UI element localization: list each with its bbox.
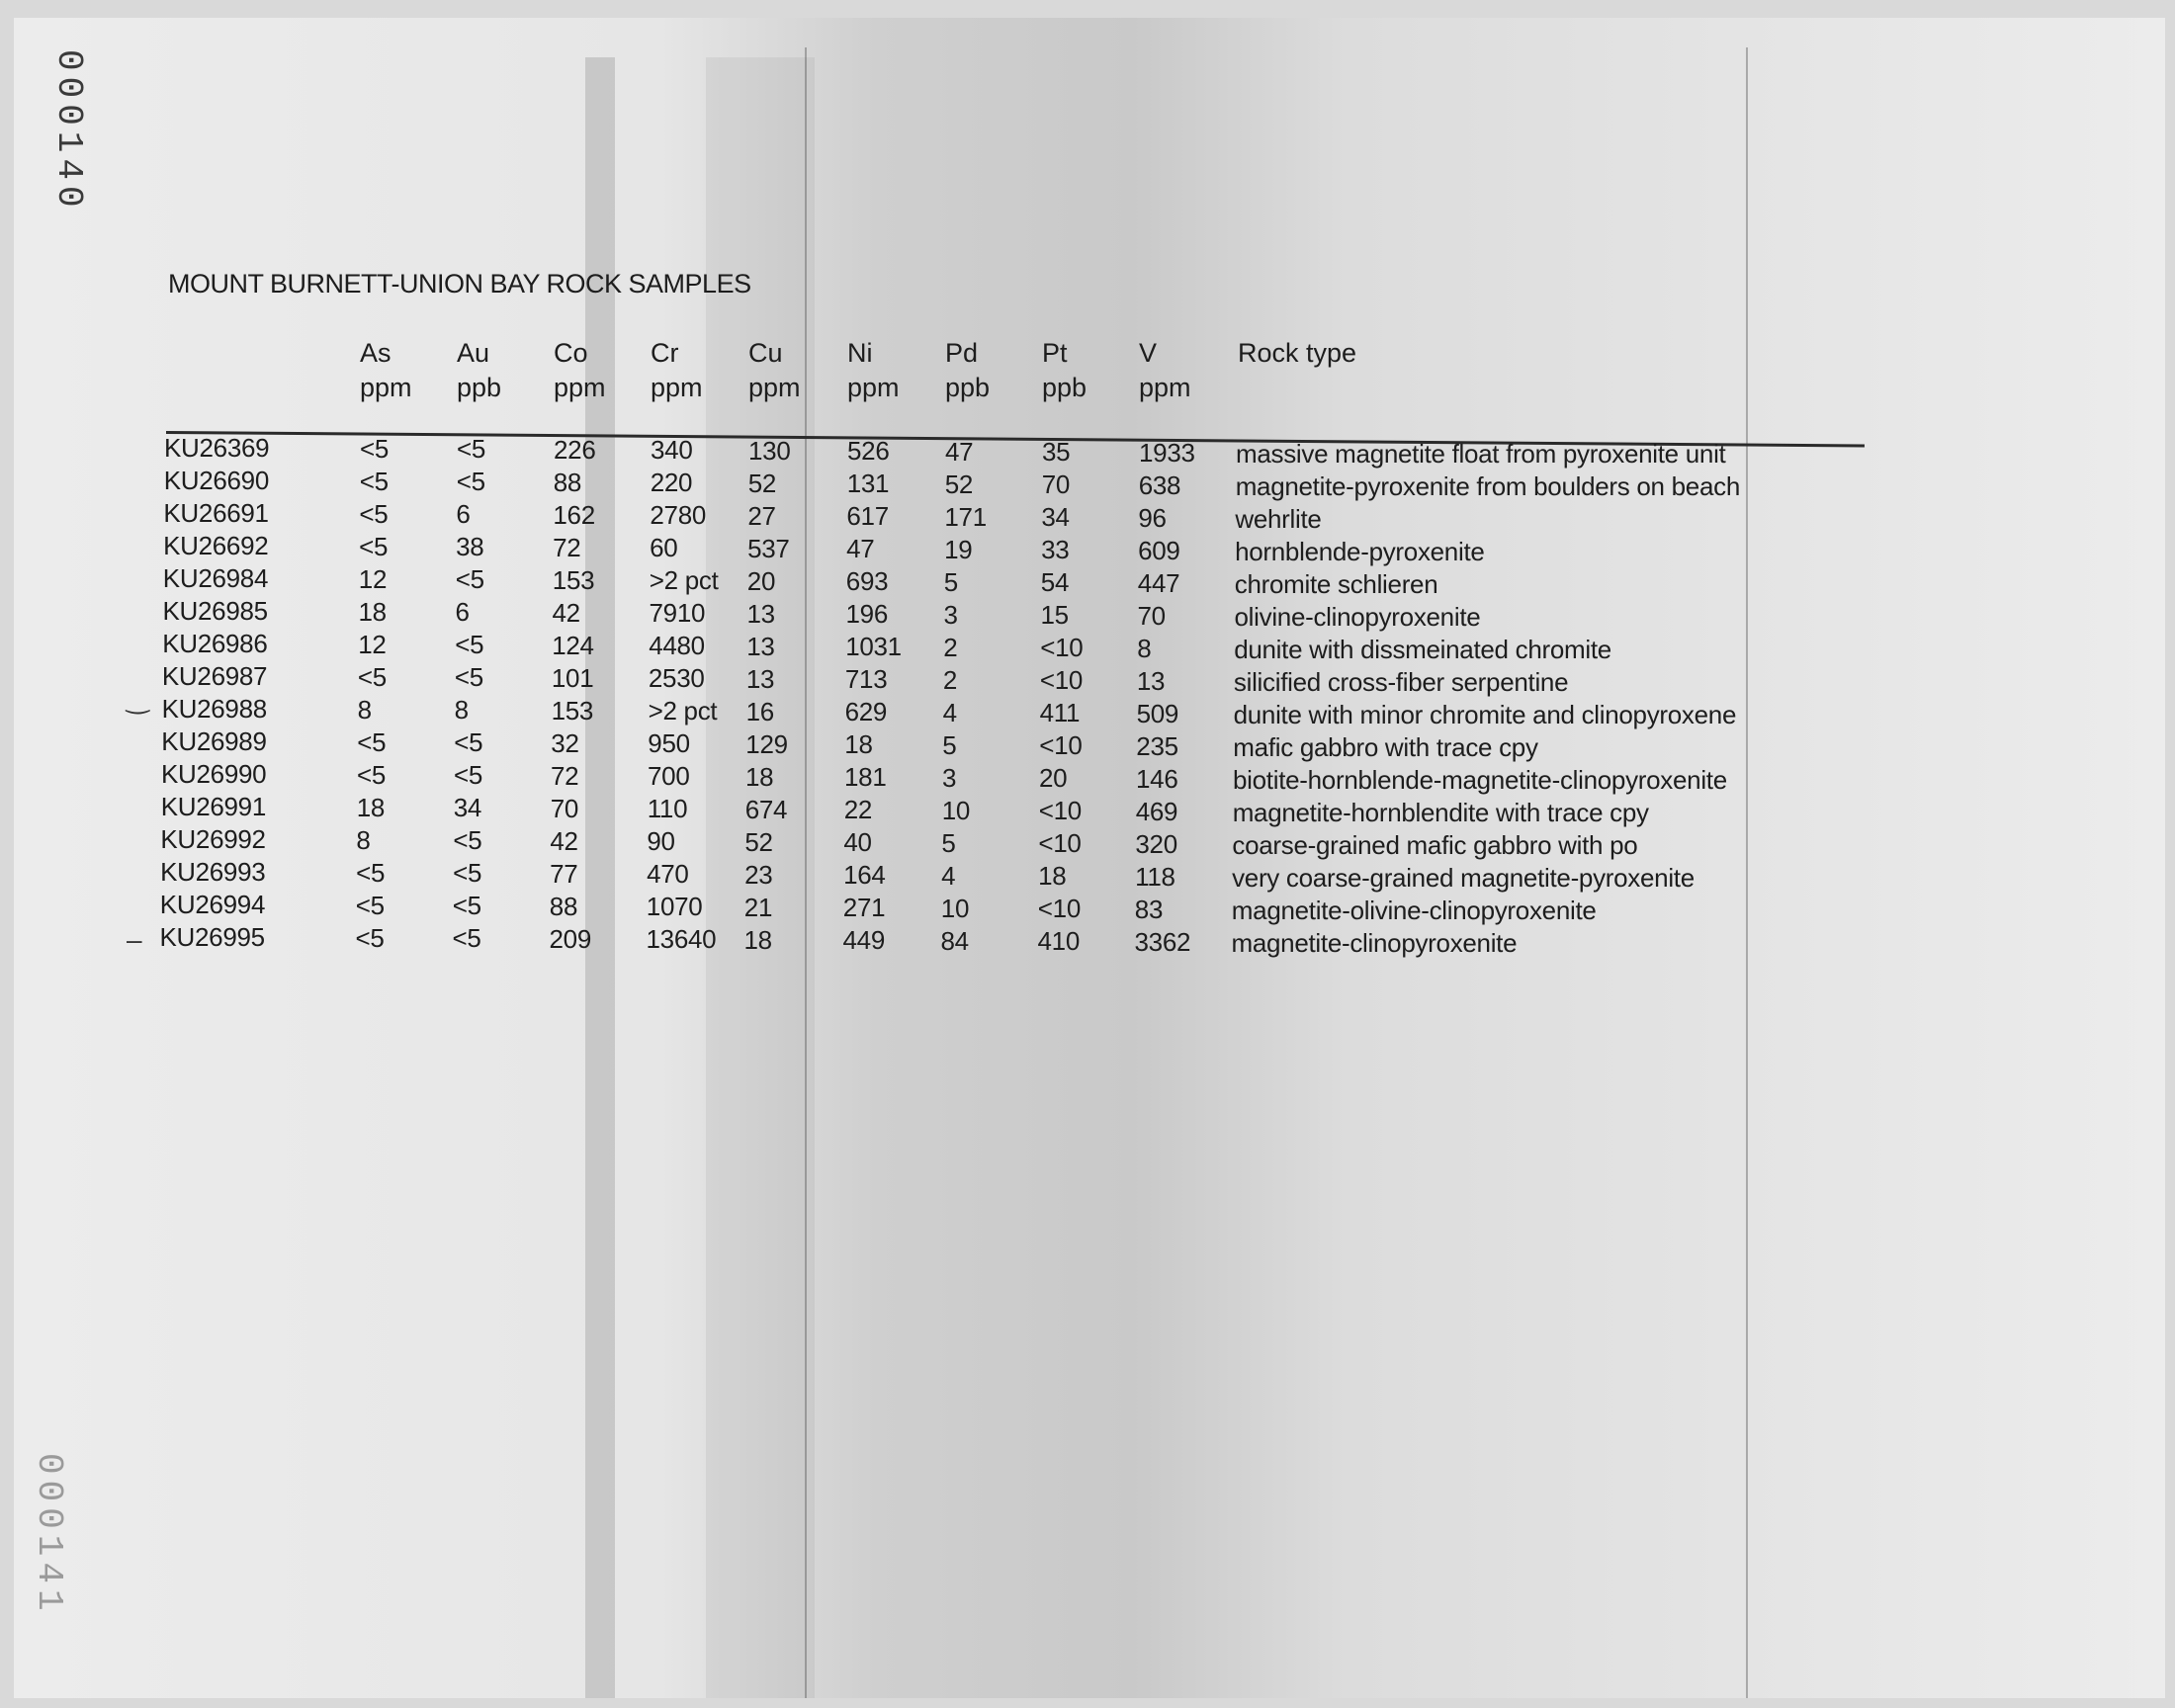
sample-id: KU26987 bbox=[161, 661, 268, 691]
rock-type-cell: magnetite-pyroxenite from boulders on beach bbox=[1235, 470, 1740, 501]
value-cell: 271 bbox=[842, 893, 886, 923]
value-cell: 629 bbox=[844, 697, 888, 727]
page-number-stamp-top: 000140 bbox=[48, 49, 89, 214]
value-cell: 700 bbox=[648, 761, 690, 792]
value-cell: 674 bbox=[744, 794, 788, 824]
value-cell: 20 bbox=[746, 565, 776, 596]
table-row bbox=[0, 629, 2175, 664]
value-cell: 110 bbox=[647, 794, 688, 824]
value-cell: 18 bbox=[356, 792, 386, 822]
value-cell: 88 bbox=[553, 467, 582, 497]
column-element: Co bbox=[554, 338, 588, 368]
table-row bbox=[0, 531, 2175, 566]
value-cell: 609 bbox=[1138, 535, 1180, 565]
value-cell: >2 pct bbox=[649, 565, 719, 596]
table-row bbox=[0, 694, 2175, 729]
value-cell: <10 bbox=[1039, 665, 1084, 696]
value-cell: <5 bbox=[357, 661, 387, 692]
value-cell: <10 bbox=[1040, 633, 1084, 663]
value-cell: 5 bbox=[942, 729, 957, 760]
value-cell: 3 bbox=[942, 762, 957, 793]
value-cell: 8 bbox=[357, 694, 372, 725]
value-cell: 18 bbox=[1038, 861, 1067, 892]
value-cell: 2 bbox=[943, 632, 958, 662]
table-row bbox=[0, 726, 2175, 762]
value-cell: 32 bbox=[551, 727, 579, 758]
value-cell: 13 bbox=[746, 631, 775, 661]
value-cell: 12 bbox=[358, 629, 387, 659]
value-cell: <5 bbox=[355, 922, 385, 953]
value-cell: 52 bbox=[944, 469, 974, 499]
value-cell: 10 bbox=[940, 893, 970, 923]
rock-type-cell: olivine-clinopyroxenite bbox=[1234, 601, 1481, 632]
value-cell: 470 bbox=[647, 859, 689, 890]
column-header bbox=[945, 336, 990, 405]
value-cell: <5 bbox=[360, 433, 390, 464]
column-unit: ppm bbox=[847, 373, 900, 402]
value-cell: 21 bbox=[743, 892, 773, 922]
rock-type-cell: very coarse-grained magnetite-pyroxenite bbox=[1232, 862, 1695, 893]
value-cell: 3 bbox=[943, 599, 958, 630]
value-cell: <5 bbox=[455, 630, 484, 660]
value-cell: 42 bbox=[550, 825, 578, 856]
sample-id: KU26994 bbox=[159, 890, 266, 919]
value-cell: 13640 bbox=[646, 924, 717, 955]
value-cell: 38 bbox=[456, 532, 484, 562]
value-cell: <5 bbox=[359, 531, 389, 561]
column-element: Au bbox=[457, 338, 490, 368]
value-cell: 23 bbox=[744, 859, 773, 890]
table-row bbox=[0, 563, 2175, 599]
value-cell: 90 bbox=[647, 826, 675, 857]
column-element: Rock type bbox=[1238, 338, 1357, 368]
sample-id: KU26984 bbox=[162, 563, 269, 593]
column-element: Pt bbox=[1042, 338, 1068, 368]
value-cell: 96 bbox=[1138, 502, 1167, 533]
value-cell: 84 bbox=[940, 925, 969, 956]
column-element: Cr bbox=[651, 338, 679, 368]
value-cell: 509 bbox=[1136, 698, 1179, 728]
column-unit: ppb bbox=[457, 373, 502, 402]
column-element: As bbox=[360, 338, 392, 368]
rock-type-cell: massive magnetite float from pyroxenite unit bbox=[1236, 438, 1726, 469]
rock-type-cell: chromite schlieren bbox=[1234, 568, 1438, 599]
value-cell: 47 bbox=[945, 436, 974, 467]
value-cell: 3362 bbox=[1134, 926, 1191, 957]
column-header bbox=[651, 336, 703, 405]
value-cell: 70 bbox=[550, 793, 579, 823]
value-cell: <5 bbox=[359, 498, 389, 529]
value-cell: <5 bbox=[452, 891, 481, 921]
value-cell: 469 bbox=[1135, 796, 1178, 826]
value-cell: 101 bbox=[551, 662, 594, 693]
value-cell: 77 bbox=[550, 858, 578, 889]
value-cell: 162 bbox=[553, 499, 595, 530]
value-cell: <10 bbox=[1037, 894, 1082, 924]
value-cell: 6 bbox=[455, 597, 470, 628]
value-cell: 16 bbox=[745, 696, 774, 726]
column-header bbox=[457, 336, 501, 405]
value-cell: 40 bbox=[843, 827, 872, 858]
sample-id: KU26990 bbox=[161, 759, 267, 789]
value-cell: 18 bbox=[844, 729, 873, 760]
column-element: Cu bbox=[748, 338, 783, 368]
table-row bbox=[0, 661, 2175, 697]
column-unit: ppm bbox=[651, 373, 703, 402]
column-header bbox=[554, 336, 606, 405]
rock-type-cell: magnetite-clinopyroxenite bbox=[1231, 927, 1518, 958]
value-cell: <5 bbox=[355, 890, 385, 920]
value-cell: 70 bbox=[1137, 600, 1166, 631]
rock-type-cell: dunite with dissmeinated chromite bbox=[1234, 634, 1611, 664]
value-cell: 2 bbox=[942, 664, 958, 695]
value-cell: 22 bbox=[843, 795, 873, 825]
value-cell: 617 bbox=[846, 501, 889, 532]
value-cell: 60 bbox=[650, 533, 678, 563]
value-cell: 7910 bbox=[649, 598, 706, 629]
sample-id: KU26692 bbox=[163, 531, 269, 560]
rock-type-cell: magnetite-hornblendite with trace cpy bbox=[1232, 797, 1649, 827]
value-cell: <5 bbox=[454, 727, 483, 758]
value-cell: 12 bbox=[358, 563, 388, 594]
value-cell: 72 bbox=[551, 760, 579, 791]
value-cell: 8 bbox=[454, 695, 469, 726]
value-cell: 410 bbox=[1037, 926, 1080, 957]
value-cell: 124 bbox=[552, 630, 594, 660]
column-header bbox=[847, 336, 900, 405]
value-cell: <5 bbox=[359, 466, 389, 496]
value-cell: 4480 bbox=[649, 631, 705, 661]
table-row bbox=[0, 890, 2175, 925]
value-cell: 235 bbox=[1136, 730, 1178, 761]
table-row bbox=[0, 498, 2175, 534]
value-cell: 129 bbox=[745, 728, 788, 759]
value-cell: <5 bbox=[454, 662, 483, 693]
value-cell: 6 bbox=[456, 499, 471, 530]
value-cell: 42 bbox=[552, 597, 580, 628]
value-cell: <5 bbox=[456, 467, 485, 497]
value-cell: 13 bbox=[1136, 665, 1166, 696]
value-cell: 320 bbox=[1135, 828, 1177, 859]
column-unit: ppb bbox=[945, 373, 991, 402]
value-cell: <5 bbox=[357, 726, 387, 757]
value-cell: 164 bbox=[843, 860, 886, 891]
value-cell: 340 bbox=[651, 435, 693, 466]
value-cell: 10 bbox=[941, 795, 971, 825]
sample-id: KU26986 bbox=[162, 629, 268, 658]
sample-id: KU26989 bbox=[161, 726, 267, 756]
value-cell: 8 bbox=[356, 824, 371, 855]
value-cell: <5 bbox=[453, 825, 482, 856]
table-row bbox=[0, 922, 2175, 958]
value-cell: 5 bbox=[941, 827, 956, 858]
value-cell: 638 bbox=[1138, 470, 1181, 500]
sample-id: KU26985 bbox=[162, 596, 268, 626]
value-cell: 181 bbox=[844, 762, 887, 793]
value-cell: 220 bbox=[650, 468, 693, 498]
value-cell: 83 bbox=[1134, 894, 1164, 924]
sample-id: KU26992 bbox=[160, 824, 266, 854]
rock-type-cell: silicified cross-fiber serpentine bbox=[1233, 666, 1569, 697]
value-cell: 130 bbox=[748, 435, 791, 466]
column-element: Ni bbox=[847, 338, 873, 368]
value-cell: 196 bbox=[845, 599, 888, 630]
value-cell: 146 bbox=[1136, 763, 1178, 794]
value-cell: 537 bbox=[747, 533, 790, 563]
table-title: MOUNT BURNETT-UNION BAY ROCK SAMPLES bbox=[168, 269, 751, 299]
table-row bbox=[0, 466, 2175, 501]
table-row bbox=[0, 759, 2175, 795]
value-cell: <5 bbox=[452, 923, 481, 954]
value-cell: 118 bbox=[1135, 861, 1175, 892]
value-cell: 4 bbox=[941, 860, 956, 891]
value-cell: 20 bbox=[1039, 763, 1068, 794]
margin-mark: – bbox=[127, 924, 142, 955]
column-header bbox=[1042, 336, 1087, 405]
value-cell: >2 pct bbox=[648, 696, 718, 726]
rock-type-cell: dunite with minor chromite and clinopyroxene bbox=[1233, 699, 1737, 729]
value-cell: <5 bbox=[453, 858, 482, 889]
value-cell: <5 bbox=[356, 857, 386, 888]
column-element: V bbox=[1139, 338, 1158, 368]
value-cell: 52 bbox=[744, 826, 773, 857]
table-row bbox=[0, 792, 2175, 827]
value-cell: 2530 bbox=[648, 663, 705, 694]
rock-type-cell: hornblende-pyroxenite bbox=[1235, 536, 1485, 566]
value-cell: <5 bbox=[455, 564, 484, 595]
value-cell: 153 bbox=[552, 564, 595, 595]
value-cell: 15 bbox=[1040, 600, 1069, 631]
column-unit: ppm bbox=[748, 373, 801, 402]
value-cell: 13 bbox=[746, 598, 775, 629]
value-cell: <10 bbox=[1039, 730, 1083, 761]
column-header bbox=[360, 336, 412, 405]
margin-mark: ‿ bbox=[127, 683, 149, 714]
column-header bbox=[748, 336, 801, 405]
sample-table bbox=[0, 433, 2175, 958]
value-cell: 34 bbox=[453, 793, 482, 823]
value-cell: 18 bbox=[745, 761, 774, 792]
value-cell: <5 bbox=[457, 434, 486, 465]
value-cell: 209 bbox=[549, 923, 591, 954]
value-cell: <5 bbox=[454, 760, 483, 791]
sample-id: KU26993 bbox=[160, 857, 266, 887]
sample-id: KU26991 bbox=[160, 792, 267, 821]
value-cell: 8 bbox=[1137, 633, 1152, 663]
column-header bbox=[1238, 336, 1356, 371]
value-cell: 526 bbox=[847, 436, 890, 467]
column-unit: ppm bbox=[554, 373, 606, 402]
sample-id: KU26995 bbox=[159, 922, 265, 952]
value-cell: 226 bbox=[554, 434, 596, 465]
value-cell: 54 bbox=[1040, 567, 1070, 598]
value-cell: 4 bbox=[942, 697, 957, 727]
table-row bbox=[0, 433, 2175, 469]
value-cell: <10 bbox=[1038, 828, 1082, 859]
value-cell: 1070 bbox=[646, 892, 703, 922]
value-cell: 72 bbox=[553, 532, 581, 562]
value-cell: 449 bbox=[842, 925, 885, 956]
column-unit: ppm bbox=[1139, 373, 1191, 402]
column-element: Pd bbox=[945, 338, 979, 368]
rock-type-cell: coarse-grained mafic gabbro with po bbox=[1232, 829, 1638, 860]
sample-id: KU26690 bbox=[163, 466, 270, 495]
value-cell: 2780 bbox=[650, 500, 707, 531]
value-cell: 70 bbox=[1041, 470, 1071, 500]
table-row bbox=[0, 824, 2175, 860]
value-cell: 34 bbox=[1041, 502, 1070, 533]
value-cell: 33 bbox=[1041, 535, 1070, 565]
rock-type-cell: magnetite-olivine-clinopyroxenite bbox=[1231, 895, 1597, 925]
value-cell: 1031 bbox=[845, 632, 902, 662]
value-cell: 153 bbox=[551, 695, 594, 726]
value-cell: 950 bbox=[648, 728, 690, 759]
rock-type-cell: wehrlite bbox=[1235, 503, 1322, 534]
column-header bbox=[1139, 336, 1191, 405]
value-cell: 52 bbox=[747, 468, 777, 498]
value-cell: 411 bbox=[1039, 698, 1081, 728]
table-row bbox=[0, 596, 2175, 632]
column-unit: ppm bbox=[360, 373, 412, 402]
rock-type-cell: mafic gabbro with trace cpy bbox=[1233, 731, 1538, 762]
value-cell: <10 bbox=[1038, 796, 1082, 826]
value-cell: 35 bbox=[1042, 437, 1071, 468]
sample-id: KU26691 bbox=[163, 498, 269, 528]
column-unit: ppb bbox=[1042, 373, 1088, 402]
page-number-stamp-bottom: 000141 bbox=[29, 1453, 69, 1617]
rock-type-cell: biotite-hornblende-magnetite-clinopyroxenite bbox=[1233, 764, 1727, 795]
sample-id: KU26988 bbox=[161, 694, 267, 724]
value-cell: 18 bbox=[743, 924, 772, 955]
sample-id: KU26369 bbox=[164, 433, 270, 463]
value-cell: 693 bbox=[845, 566, 889, 597]
value-cell: 47 bbox=[846, 534, 875, 564]
value-cell: 13 bbox=[745, 663, 775, 694]
value-cell: 18 bbox=[358, 596, 387, 627]
value-cell: 1933 bbox=[1139, 437, 1195, 468]
value-cell: 713 bbox=[844, 664, 888, 695]
value-cell: 88 bbox=[549, 891, 578, 921]
value-cell: 447 bbox=[1137, 567, 1180, 598]
value-cell: <5 bbox=[357, 759, 387, 790]
value-cell: 171 bbox=[944, 501, 987, 532]
value-cell: 19 bbox=[944, 534, 973, 564]
value-cell: 27 bbox=[747, 500, 776, 531]
table-row bbox=[0, 857, 2175, 893]
value-cell: 131 bbox=[846, 469, 890, 499]
value-cell: 5 bbox=[943, 566, 958, 597]
